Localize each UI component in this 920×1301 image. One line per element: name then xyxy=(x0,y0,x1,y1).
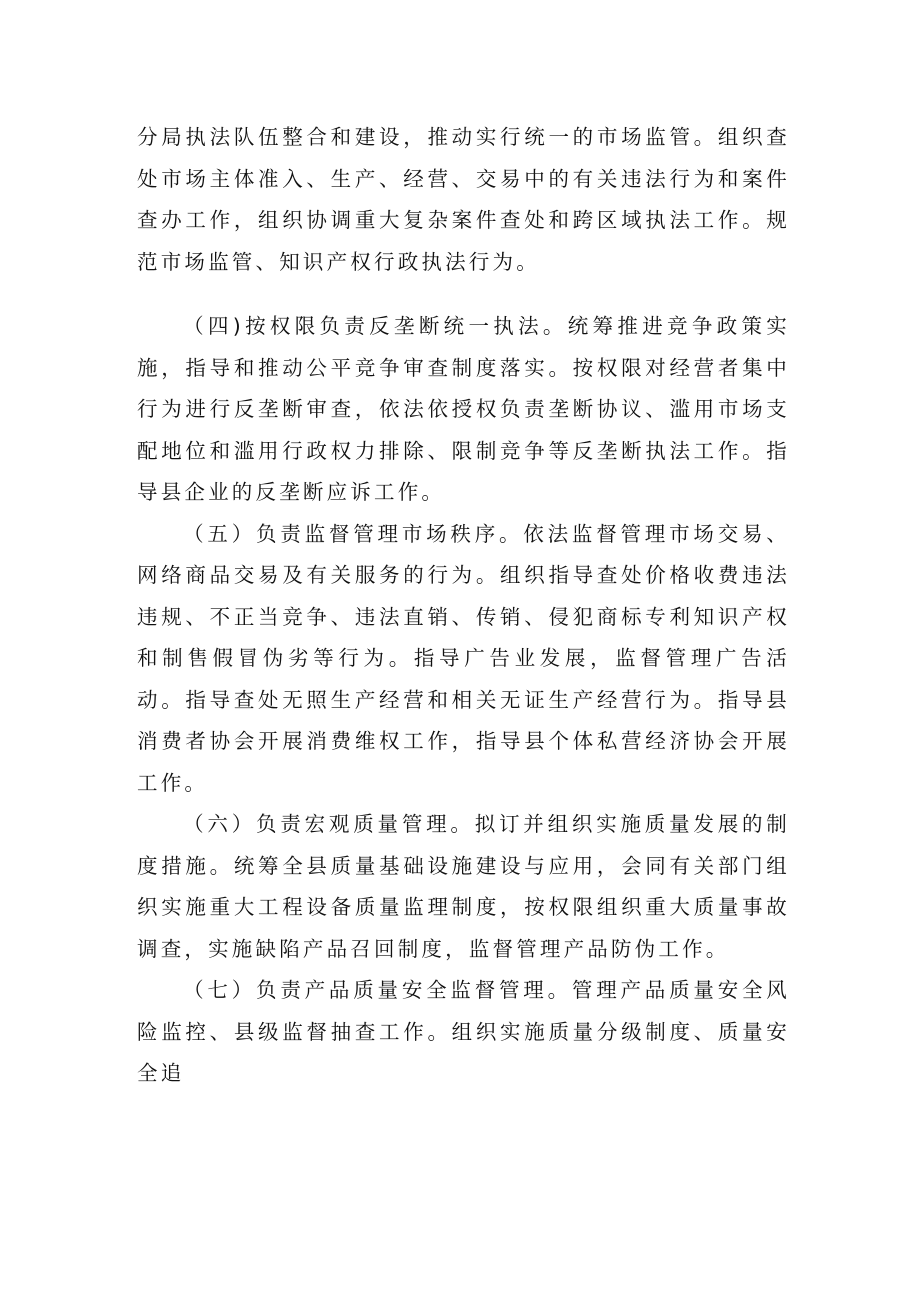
paragraph-continuation: 分局执法队伍整合和建设，推动实行统一的市场监管。组织查处市场主体准入、生产、经营、交易中的有关违法行为和案件查办工作，组织协调重大复杂案件查处和跨区域执法工作。规范市场监管、知识产权行政执法行为。 xyxy=(137,125,790,274)
paragraph-section-6: （六）负责宏观质量管理。拟订并组织实施质量发展的制度措施。统筹全县质量基础设施建设与应用，会同有关部门组织实施重大工程设备质量监理制度，按权限组织重大质量事故调查，实施缺陷产品召回制度，监督管理产品防伪工作。 xyxy=(137,812,790,961)
paragraph-section-5: （五）负责监督管理市场秩序。依法监督管理市场交易、网络商品交易及有关服务的行为。组织指导查处价格收费违法违规、不正当竞争、违法直销、传销、侵犯商标专利知识产权和制售假冒伪劣等行为。指导广告业发展，监督管理广告活动。指导查处无照生产经营和相关无证生产经营行为。指导县消费者协会开展消费维权工作，指导县个体私营经济协会开展工作。 xyxy=(137,521,790,795)
paragraph-gap xyxy=(137,283,790,306)
document-body xyxy=(137,117,790,1095)
paragraph-section-4: （四)按权限负责反垄断统一执法。统筹推进竞争政策实施，指导和推动公平竞争审查制度落实。按权限对经营者集中行为进行反垄断审查，依法依授权负责垄断协议、滥用市场支配地位和滥用行政权力排除、限制竞争等反垄断执法工作。指导县企业的反垄断应诉工作。 xyxy=(137,314,790,504)
paragraph-section-7: （七）负责产品质量安全监督管理。管理产品质量安全风险监控、县级监督抽查工作。组织实施质量分级制度、质量安全追 xyxy=(137,978,790,1085)
